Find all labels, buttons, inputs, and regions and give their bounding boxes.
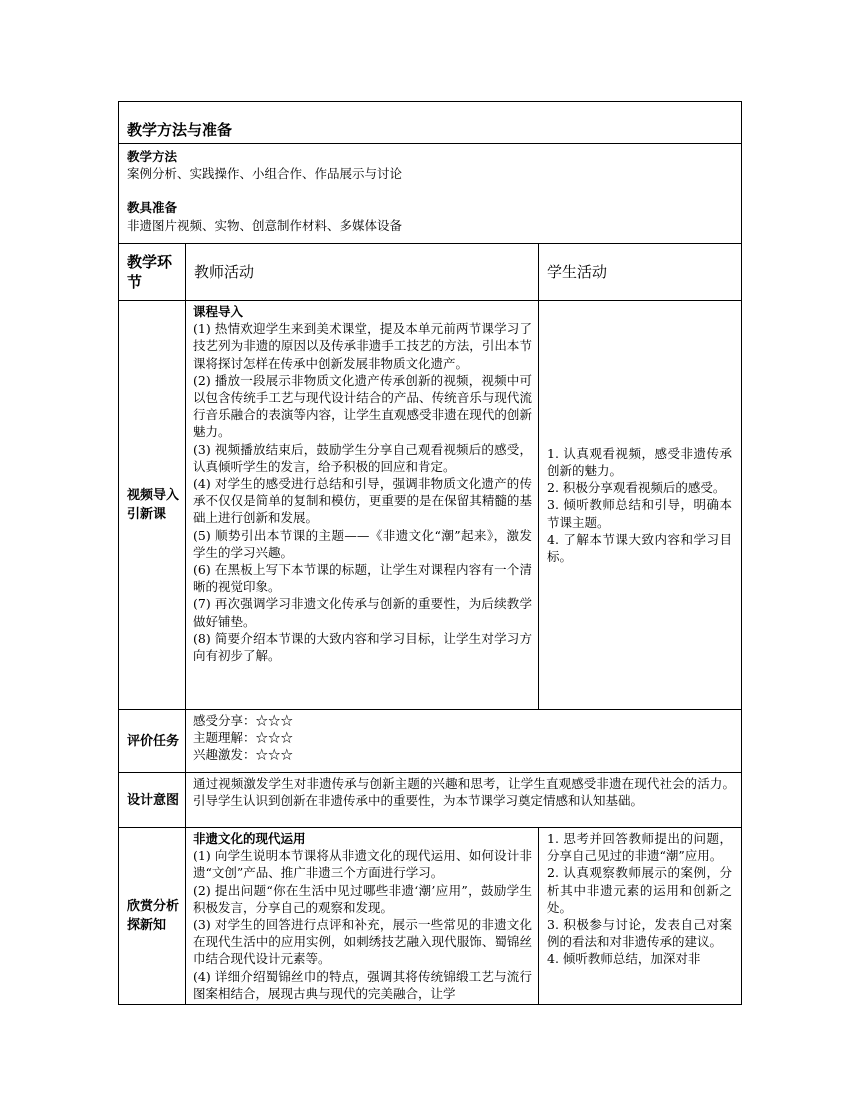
- teacher-activity-item: (5) 顺势引出本节课的主题——《非遗文化“潮”起来》，激发学生的学习兴趣。: [193, 527, 532, 560]
- student-activity-item: 4. 倾听教师总结，加深对非: [547, 951, 701, 967]
- preparation-cell: [119, 144, 742, 244]
- header-student: 学生活动: [539, 244, 742, 301]
- spacer: [127, 182, 733, 199]
- evaluation-item: 兴趣激发：☆☆☆: [193, 747, 294, 763]
- section-title: 教学方法与准备: [119, 102, 742, 144]
- table-row: [119, 301, 742, 710]
- teacher-activity-item: (6) 在黑板上写下本节课的标题，让学生对课程内容有一个清晰的视觉印象。: [193, 562, 532, 595]
- teacher-activity-item: (1) 向学生说明本节课将从非遗文化的现代运用、如何设计非遗“文创”产品、推广非遗三个方面进行学习。: [193, 848, 532, 881]
- teacher-activity-title: 非遗文化的现代运用: [193, 831, 306, 846]
- teacher-activity-title: 课程导入: [193, 304, 244, 319]
- evaluation-item: 感受分享：☆☆☆: [193, 713, 294, 728]
- stage-label: 设计意图: [119, 773, 186, 828]
- student-activity-item: 1. 思考并回答教师提出的问题，分享自己见过的非遗“潮”应用。: [547, 831, 732, 864]
- teacher-activity-item: (4) 详细介绍蜀锦丝巾的特点，强调其将传统锦缎工艺与流行图案相结合，展现古典与现代的完美融合，让学: [193, 968, 532, 1001]
- teacher-activity-item: (2) 提出问题“你在生活中见过哪些非遗‘潮’应用”，鼓励学生积极发言，分享自己的观察和发现。: [193, 882, 532, 915]
- evaluation-item: 主题理解：☆☆☆: [193, 730, 294, 746]
- methods-text: 案例分析、实践操作、小组合作、作品展示与讨论: [127, 166, 403, 182]
- evaluation-cell: [186, 710, 742, 773]
- table-row: [119, 773, 742, 828]
- stage-label: 欣赏分析探新知: [119, 828, 186, 1005]
- teacher-activity-item: (8) 简要介绍本节课的大致内容和学习目标，让学生对学习方向有初步了解。: [193, 630, 532, 664]
- preparation-row: [119, 144, 742, 244]
- table-header-row: [119, 244, 742, 301]
- teacher-activity-item: (1) 热情欢迎学生来到美术课堂，提及本单元前两节课学习了技艺列为非遗的原因以及传承非遗手工技艺的方法，引出本节课将探讨怎样在传承中创新发展非物质文化遗产。: [193, 321, 532, 371]
- stage-label: 视频导入引新课: [119, 301, 186, 710]
- teacher-activity-item: (3) 视频播放结束后，鼓励学生分享自己观看视频后的感受，认真倾听学生的发言，给予积极的回应和肯定。: [193, 441, 532, 474]
- lesson-plan-table: [118, 101, 742, 1005]
- header-teacher: 教师活动: [186, 244, 539, 301]
- lesson-plan-document: [118, 101, 741, 1005]
- student-activity-item: 3. 倾听教师总结和引导，明确本节课主题。: [547, 497, 732, 530]
- teacher-activity-item: (7) 再次强调学习非遗文化传承与创新的重要性，为后续教学做好铺垫。: [193, 596, 532, 629]
- teacher-activity-item: (2) 播放一段展示非物质文化遗产传承创新的视频，视频中可以包含传统手工艺与现代设计结合的产品、传统音乐与现代流行音乐融合的表演等内容，让学生直观感受非遗在现代的创新魅力。: [193, 372, 532, 440]
- tools-text: 非遗图片视频、实物、创意制作材料、多媒体设备: [127, 217, 403, 233]
- section-title-row: [119, 102, 742, 144]
- header-stage: 教学环节: [119, 244, 186, 301]
- table-row: [119, 710, 742, 773]
- student-activity-item: 2. 认真观察教师展示的案例，分析其中非遗元素的运用和创新之处。: [547, 865, 732, 915]
- methods-heading: 教学方法: [127, 149, 178, 164]
- student-activity-item: 2. 积极分享观看视频后的感受。: [547, 480, 726, 496]
- student-activity-item: 4. 了解本节课大致内容和学习目标。: [547, 531, 732, 564]
- teacher-activity-item: (3) 对学生的回答进行点评和补充，展示一些常见的非遗文化在现代生活中的应用实例，如刺绣技艺融入现代服饰、蜀锦丝巾结合现代设计元素等。: [193, 917, 532, 967]
- teacher-activity-cell: [186, 301, 539, 710]
- table-row: [119, 828, 742, 1005]
- teacher-activity-cell: [186, 828, 539, 1005]
- design-intent-cell: [186, 773, 742, 828]
- student-activity-cell: [539, 828, 742, 1005]
- student-activity-cell: [539, 301, 742, 710]
- teacher-activity-item: (4) 对学生的感受进行总结和引导，强调非物质文化遗产的传承不仅仅是简单的复制和模仿，更重要的是在保留其精髓的基础上进行创新和发展。: [193, 476, 532, 526]
- student-activity-item: 1. 认真观看视频，感受非遗传承创新的魅力。: [547, 445, 732, 478]
- stage-label: 评价任务: [119, 710, 186, 773]
- student-activity-item: 3. 积极参与讨论，发表自己对案例的看法和对非遗传承的建议。: [547, 917, 732, 950]
- tools-heading: 教具准备: [127, 200, 178, 216]
- design-intent-text: 通过视频激发学生对非遗传承与创新主题的兴趣和思考，让学生直观感受非遗在现代社会的活力。引导学生认识到创新在非遗传承中的重要性，为本节课学习奠定情感和认知基础。: [193, 776, 735, 809]
